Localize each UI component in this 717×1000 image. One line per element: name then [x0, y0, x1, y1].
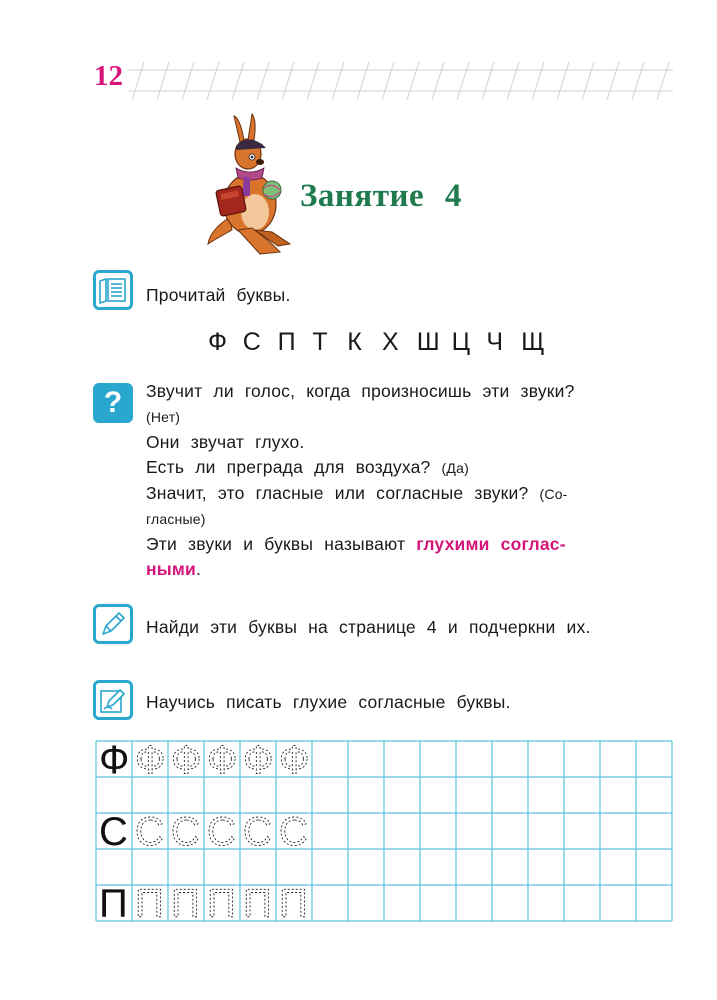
slant-line	[382, 62, 394, 100]
model-letter: Ф	[99, 740, 130, 782]
answer-4-part-1: (Со-	[539, 486, 568, 502]
slant-line	[507, 62, 519, 100]
term-highlight-end: ными	[146, 559, 197, 579]
slant-line	[632, 62, 644, 100]
letter: Х	[381, 328, 399, 356]
trace-letter: Ф	[279, 740, 310, 782]
slant-line	[332, 62, 344, 100]
letter: Щ	[521, 328, 545, 356]
letter: К	[347, 328, 362, 356]
copybook-grid[interactable]	[95, 740, 673, 922]
trace-letter: Ф	[207, 740, 238, 782]
trace-letter: С	[207, 810, 236, 854]
trace-letter: С	[135, 810, 164, 854]
slant-line	[432, 62, 444, 100]
slant-line	[157, 62, 169, 100]
trace-letter: П	[135, 882, 164, 922]
slant-line	[257, 62, 269, 100]
page-number: 12	[94, 60, 123, 92]
question-line-3	[146, 455, 469, 481]
answer-4-part-2: гласные)	[146, 511, 206, 527]
trace-letter: П	[243, 882, 272, 922]
trace-letter: С	[243, 810, 272, 854]
task-read-text: Прочитай буквы.	[146, 285, 291, 305]
task-write-text: Научись писать глухие согласные буквы.	[146, 692, 511, 712]
letter: С	[242, 328, 261, 356]
trace-letter: Ф	[135, 740, 166, 782]
header-ruling	[128, 62, 678, 102]
term-highlight: глухими соглас-	[416, 534, 566, 554]
model-letter: П	[99, 882, 128, 922]
letter: Ч	[486, 328, 504, 356]
trace-letter: С	[279, 810, 308, 854]
trace-letter: П	[279, 882, 308, 922]
question-1: Звучит ли голос, когда произносишь эти звуки?	[146, 381, 575, 401]
pencil-icon	[93, 604, 133, 644]
kangaroo-mascot-illustration	[200, 112, 300, 262]
question-line-4	[146, 481, 568, 507]
question-3: Есть ли преграда для воздуха?	[146, 457, 431, 477]
trace-letter: П	[171, 882, 200, 922]
slant-line	[557, 62, 569, 100]
letter: П	[277, 328, 296, 356]
slant-line	[582, 62, 594, 100]
period: .	[196, 559, 202, 579]
pencil-paper-icon	[93, 680, 133, 720]
question-4: Значит, это гласные или согласные звуки?	[146, 483, 529, 503]
conclusion-line-1	[146, 532, 566, 557]
letter: Ф	[208, 328, 228, 356]
slant-line	[282, 62, 294, 100]
slant-line	[607, 62, 619, 100]
letter: Ш	[416, 328, 440, 356]
question-icon: ?	[93, 383, 133, 423]
slant-line	[457, 62, 469, 100]
slant-line	[532, 62, 544, 100]
slant-line	[132, 62, 144, 100]
trace-letter: П	[207, 882, 236, 922]
answer-1: (Нет)	[146, 409, 181, 425]
slant-line	[657, 62, 669, 100]
slant-line	[357, 62, 369, 100]
letter: Т	[312, 328, 328, 356]
slant-line	[407, 62, 419, 100]
slant-line	[232, 62, 244, 100]
slant-line	[182, 62, 194, 100]
conclusion-line-2	[146, 557, 201, 582]
lesson-title: Занятие 4	[300, 178, 462, 214]
question-line-1	[146, 379, 575, 404]
answer-3: (Да)	[441, 460, 469, 476]
task-find-text: Найди эти буквы на странице 4 и подчеркни их.	[146, 617, 591, 637]
statement-line: Они звучат глухо.	[146, 432, 305, 452]
book-icon	[93, 270, 133, 310]
slant-line	[207, 62, 219, 100]
letters-row	[208, 330, 556, 355]
trace-letter: С	[171, 810, 200, 854]
trace-letter: Ф	[171, 740, 202, 782]
letter: Ц	[451, 328, 471, 356]
conclusion-text: Эти звуки и буквы называют	[146, 534, 406, 554]
slant-line	[482, 62, 494, 100]
trace-letter: Ф	[243, 740, 274, 782]
slant-line	[307, 62, 319, 100]
model-letter: С	[99, 810, 128, 854]
